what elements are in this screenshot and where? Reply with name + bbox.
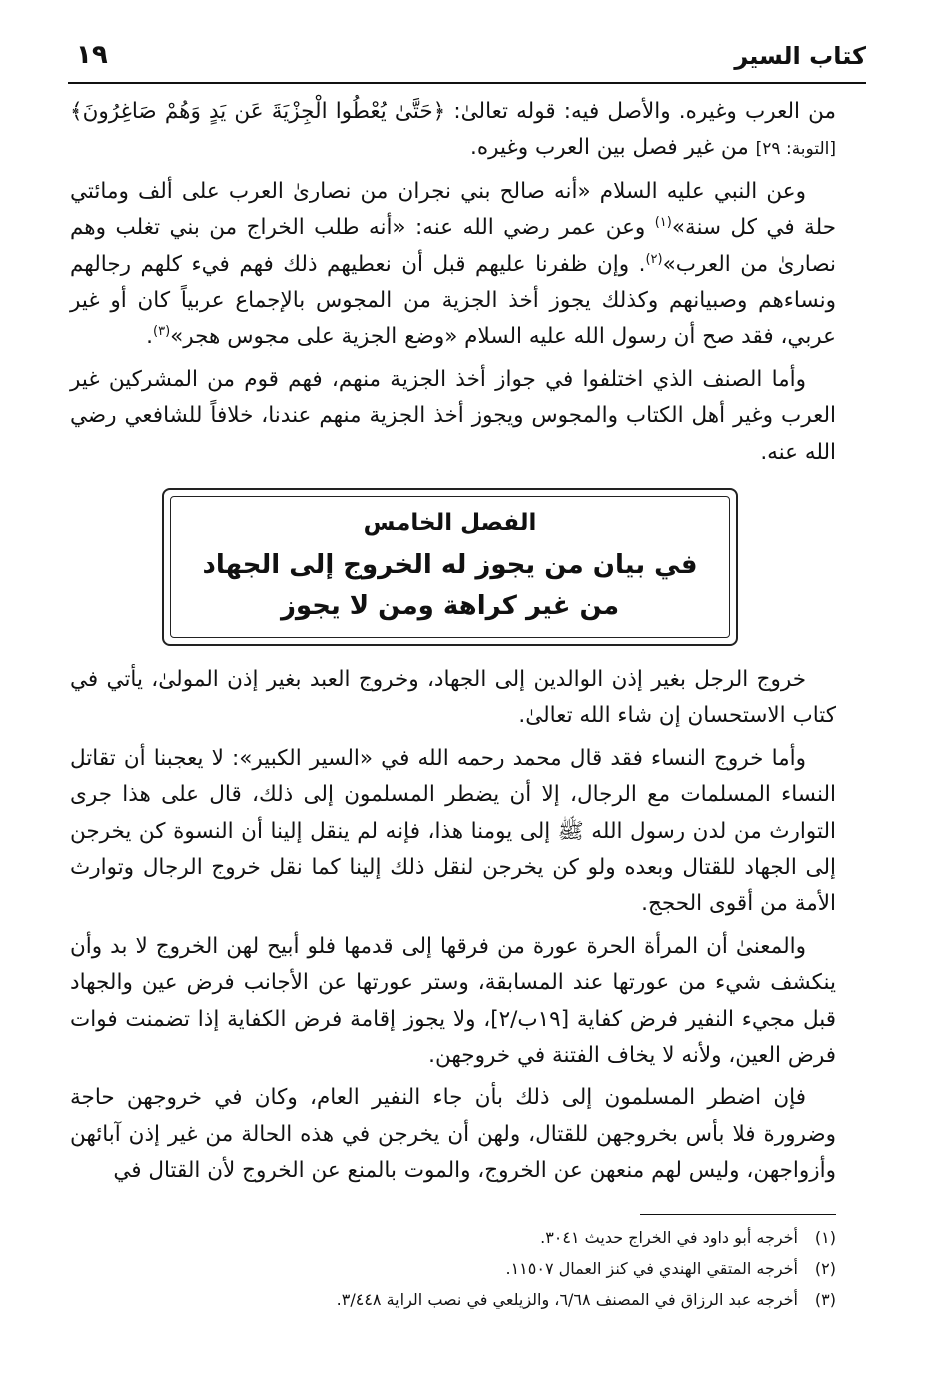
section-paragraph-1: خروج الرجل بغير إذن الوالدين إلى الجهاد، وخروج العبد بغير إذن المولىٰ، يأتي في كتاب الاستحسان إن شاء الله تعالىٰ. bbox=[70, 667, 836, 729]
footnote-text: أخرجه أبو داود في الخراج حديث ٣٠٤١. bbox=[540, 1228, 798, 1247]
footnote-text: أخرجه عبد الرزاق في المصنف ٦/٦٨، والزيلعي في نصب الراية ٣/٤٤٨. bbox=[336, 1290, 798, 1309]
footnote-text: أخرجه المتقي الهندي في كنز العمال ١١٥٠٧. bbox=[505, 1259, 798, 1278]
chapter-number: الفصل الخامس bbox=[363, 510, 537, 536]
book-title: كتاب السير bbox=[734, 42, 866, 70]
paragraph-text: . وإن ظفرنا عليهم قبل أن نعطيهم ذلك فهم فيء كلهم رجالهم ونساءهم وصبيانهم وكذلك يجوز أخذ الجزية من المجوس بالإجماع عربياً كان أو غير عربي، فقد صح أن رسول الله عليه السلام «وضع الجزية على مجوس هجر» bbox=[70, 251, 836, 350]
chapter-subtitle: من غير كراهة ومن لا يجوز bbox=[280, 591, 620, 621]
intro-paragraph-1 bbox=[70, 94, 836, 168]
footnote-marker[interactable]: (١) bbox=[654, 215, 672, 231]
footnote-3 bbox=[70, 1284, 836, 1315]
footnote-1 bbox=[70, 1222, 836, 1253]
footnote-marker[interactable]: (٣) bbox=[153, 324, 171, 340]
footnotes bbox=[70, 1222, 836, 1315]
footnote-divider bbox=[640, 1214, 836, 1215]
section-paragraph-3: والمعنىٰ أن المرأة الحرة عورة من فرقها إلى قدمها فلو أبيح لهن الخروج لا بد وأن ينكشف شيء من عورتها عند المسابقة، وستر عورتها عن الأجانب فرض عين والجهاد قبل مجيء النفير فرض كفاية [١٩ب/٢]، ولا يجوز إقامة فرض الكفاية إذا تضمنت فوات فرض العين، ولأنه لا يخاف الفتنة في خروجهن. bbox=[70, 933, 836, 1069]
chapter-heading-box bbox=[162, 488, 738, 646]
quran-verse: ﴿حَتَّىٰ يُعْطُوا الْجِزْيَةَ عَن يَدٍ وَهُمْ صَاغِرُونَ﴾ bbox=[70, 99, 446, 124]
footnote-number: (٣) bbox=[814, 1290, 836, 1309]
intro-paragraph-2 bbox=[70, 174, 836, 356]
page-header bbox=[68, 36, 866, 80]
page-number: ١٩ bbox=[76, 40, 108, 70]
paragraph-text: من العرب وغيره. والأصل فيه: قوله تعالىٰ: bbox=[445, 99, 836, 124]
footnote-marker[interactable]: (٢) bbox=[645, 251, 663, 267]
chapter-title: في بيان من يجوز له الخروج إلى الجهاد bbox=[202, 550, 698, 580]
footnote-number: (٢) bbox=[814, 1259, 836, 1278]
footnote-2 bbox=[70, 1253, 836, 1284]
intro-paragraph-3: وأما الصنف الذي اختلفوا في جواز أخذ الجزية منهم، فهم قوم من المشركين غير العرب وغير أهل الكتاب والمجوس ويجوز أخذ الجزية منهم عندنا، خلافاً للشافعي رضي الله عنه. bbox=[70, 366, 836, 465]
quran-reference: [التوبة: ٢٩] bbox=[755, 139, 836, 160]
intro-text bbox=[70, 94, 836, 471]
section-paragraph-2: وأما خروج النساء فقد قال محمد رحمه الله في «السير الكبير»: لا يعجبنا أن تقاتل النساء المسلمات مع الرجال، إلا أن يضطر المسلمون إلى ذلك، قال على هذا جرى التوارث من لدن رسول الله ﷺ إلى يومنا هذا، فإنه لم ينقل إلينا أن النسوة كن يخرجن إلى الجهاد للقتال وبعده ولو كن يخرجن لنقل ذلك إلينا كما نقل خروج الرجال وتوارث الأمة من أقوى الحجج. bbox=[70, 745, 836, 917]
header-divider bbox=[68, 82, 866, 84]
paragraph-text: من غير فصل بين العرب وغيره. bbox=[470, 135, 756, 161]
paragraph-text: وعن النبي عليه السلام «أنه صالح بني نجران من نصارىٰ العرب على ألف ومائتي حلة في كل سنة» bbox=[70, 178, 836, 241]
paragraph-text: وعن عمر رضي الله عنه: «أنه طلب الخراج من بني تغلب وهم نصارىٰ من العرب» bbox=[70, 215, 836, 277]
paragraph-text: . bbox=[146, 324, 154, 350]
footnote-number: (١) bbox=[814, 1228, 836, 1247]
section-paragraph-4: فإن اضطر المسلمون إلى ذلك بأن جاء النفير العام، وكان في خروجهن حاجة وضرورة فلا بأس بخروجهن للقتال، ولهن أن يخرجن في هذه الحالة من غير إذن آبائهن وأزواجهن، وليس لهم منعهن عن الخروج، والموت بالمنع عن الخروج لأن القتال في bbox=[70, 1085, 836, 1184]
section-text bbox=[70, 662, 836, 1190]
